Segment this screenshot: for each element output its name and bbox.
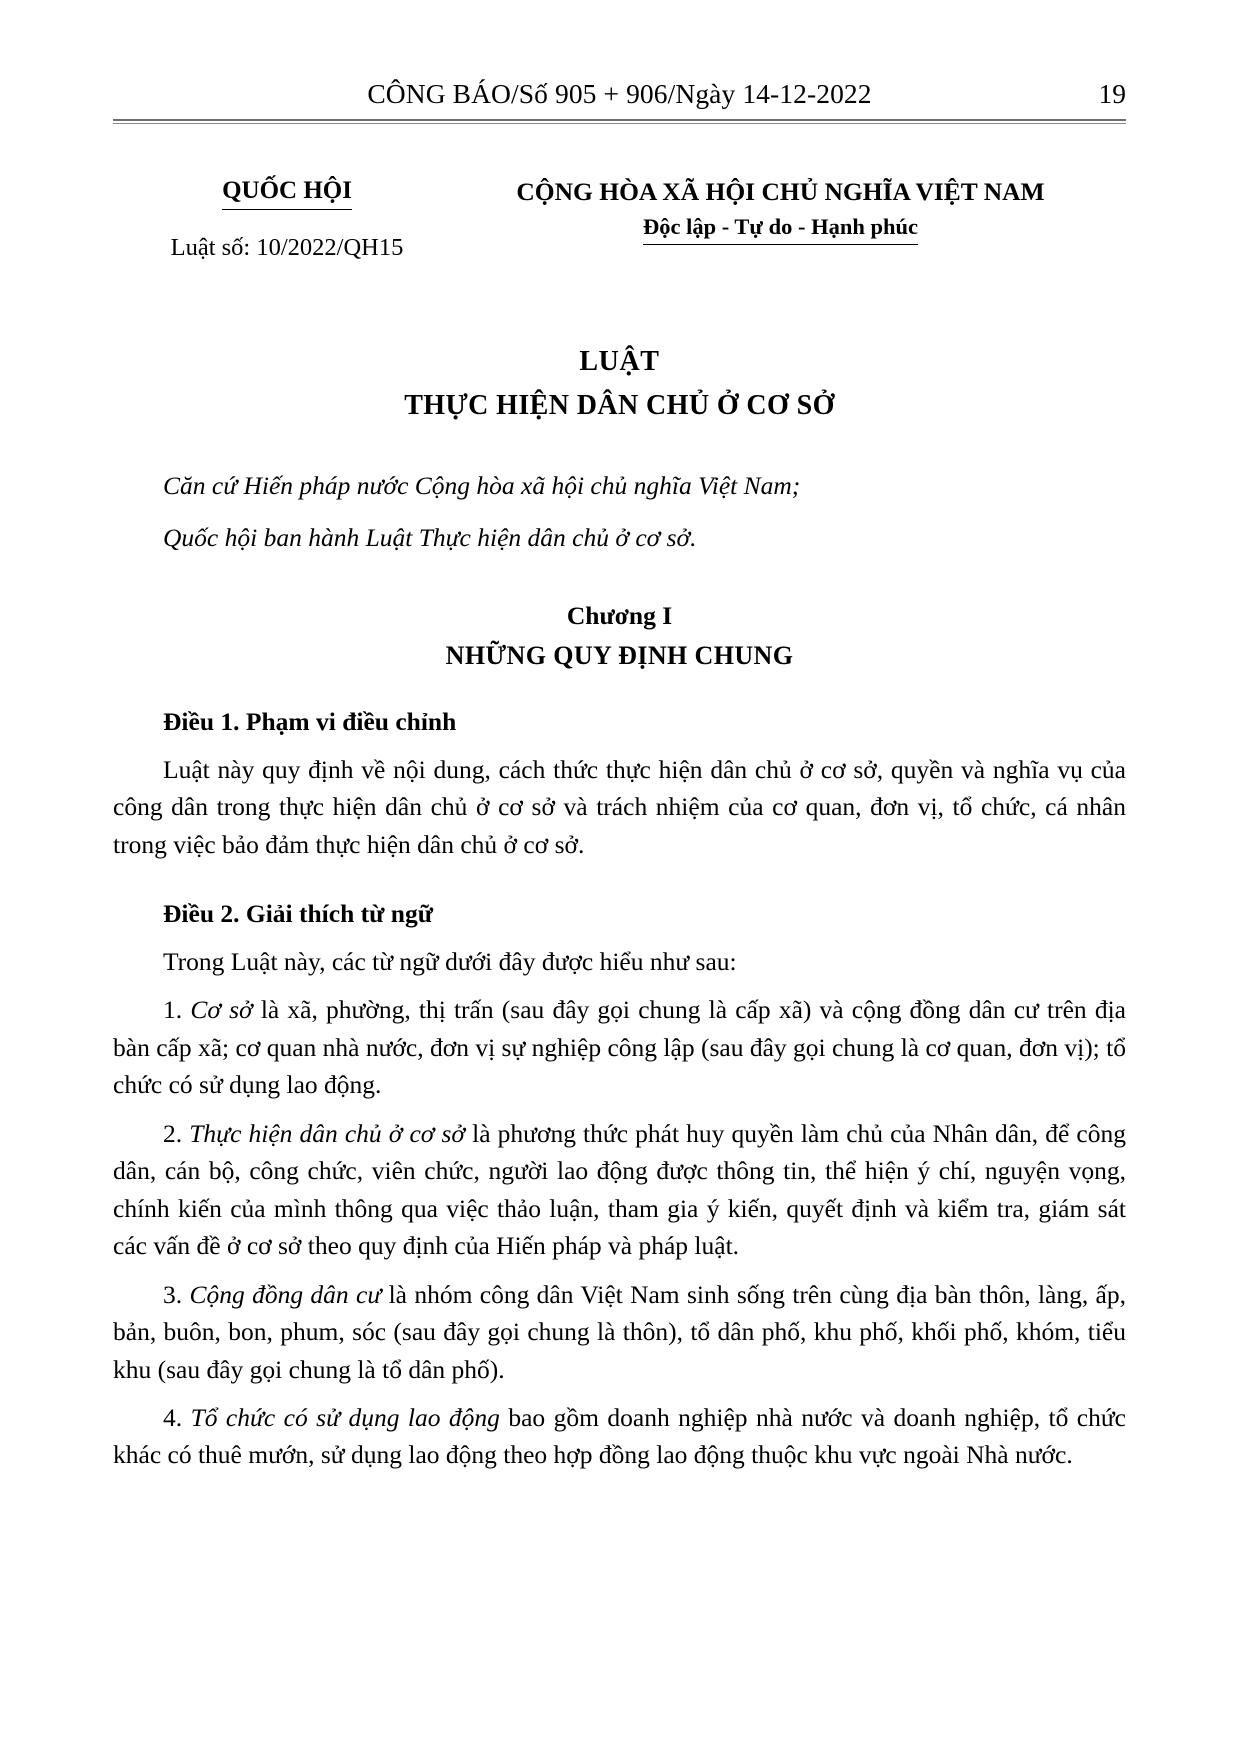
- page-number: 19: [1098, 78, 1126, 109]
- header-divider: [113, 119, 1126, 124]
- document-title: LUẬT: [579, 346, 660, 377]
- preamble: [113, 468, 1126, 557]
- page-content: [113, 0, 1126, 1474]
- national-motto: Độc lập - Tự do - Hạnh phúc: [643, 213, 918, 245]
- law-number: Luật số: 10/2022/QH15: [170, 234, 404, 261]
- article: [113, 705, 1126, 863]
- paragraph-text: là phương thức phát huy quyền làm chủ của Nhân dân, để công dân, cán bộ, công chức, viên chức, người lao động được thông tin, thể hiện ý chí, nguyện vọng, chính kiến của mình thông qua việc thảo luận, tham gia ý kiến, quyết định và kiểm tra, giám sát các vấn đề ở cơ sở theo quy định của Hiến pháp và pháp luật.: [113, 1118, 1127, 1261]
- issuing-organization: QUỐC HỘI: [222, 176, 352, 210]
- chapter-label: Chương I: [566, 600, 673, 630]
- masthead-right: [443, 176, 1126, 245]
- running-head: [113, 0, 1126, 150]
- paragraph-text: là nhóm công dân Việt Nam sinh sống trên cùng địa bàn thôn, làng, ấp, bản, buôn, bon, phum, sóc (sau đây gọi chung là thôn), tổ dân phố, khu phố, khối phố, khóm, tiểu khu (sau đây gọi chung là tổ dân phố).: [113, 1279, 1127, 1384]
- gazette-title: CÔNG BÁO/Số 905 + 906/Ngày 14-12-2022: [367, 78, 872, 109]
- preamble-line: Quốc hội ban hành Luật Thực hiện dân chủ ở cơ sở.: [163, 522, 697, 552]
- article-paragraph: [113, 1276, 1126, 1388]
- chapter-title: NHỮNG QUY ĐỊNH CHUNG: [445, 641, 794, 671]
- article-paragraph: [113, 991, 1126, 1103]
- paragraph-lead: 1.: [163, 995, 191, 1025]
- article-paragraph: [113, 1399, 1126, 1474]
- article-paragraph: [113, 1115, 1126, 1265]
- paragraph-term: Tổ chức có sử dụng lao động: [190, 1402, 500, 1432]
- national-motto-wrap: [443, 208, 1118, 245]
- masthead-left: [113, 176, 443, 264]
- paragraph-term: Cơ sở: [190, 995, 253, 1025]
- article-paragraph: [113, 943, 1126, 980]
- paragraph-text: là xã, phường, thị trấn (sau đây gọi chung là cấp xã) và cộng đồng dân cư trên địa bàn cấp xã; cơ quan nhà nước, đơn vị sự nghiệp công lập (sau đây gọi chung là cơ quan, đơn vị); tổ chức có sử dụng lao động.: [113, 995, 1126, 1100]
- paragraph-term: Thực hiện dân chủ ở cơ sở: [189, 1118, 466, 1148]
- issuing-organization-wrap: [131, 176, 443, 210]
- article-heading: Điều 1. Phạm vi điều chỉnh: [163, 707, 457, 737]
- articles: [113, 705, 1126, 1474]
- paragraph-text: Luật này quy định về nội dung, cách thức thực hiện dân chủ ở cơ sở, quyền và nghĩa vụ của công dân trong thực hiện dân chủ ở cơ sở và trách nhiệm của cơ quan, đơn vị, tổ chức, cá nhân trong việc bảo đảm thực hiện dân chủ ở cơ sở.: [113, 754, 1126, 859]
- article-paragraph: [113, 751, 1126, 863]
- paragraph-text: Trong Luật này, các từ ngữ dưới đây được hiểu như sau:: [163, 946, 737, 976]
- document-subtitle: THỰC HIỆN DÂN CHỦ Ở CƠ SỞ: [404, 390, 835, 421]
- article: [113, 897, 1126, 1474]
- paragraph-text: bao gồm doanh nghiệp nhà nước và doanh nghiệp, tổ chức khác có thuê mướn, sử dụng lao động theo hợp đồng lao động thuộc khu vực ngoài Nhà nước.: [113, 1402, 1126, 1470]
- running-head-inner: [113, 78, 1126, 110]
- paragraph-lead: 3.: [163, 1279, 190, 1309]
- article-heading: Điều 2. Giải thích từ ngữ: [163, 899, 434, 929]
- preamble-line: Căn cứ Hiến pháp nước Cộng hòa xã hội chủ nghĩa Việt Nam;: [163, 471, 801, 500]
- paragraph-term: Cộng đồng dân cư: [189, 1279, 382, 1309]
- masthead: [113, 176, 1126, 294]
- paragraph-lead: 2.: [163, 1118, 190, 1148]
- paragraph-lead: 4.: [163, 1402, 191, 1432]
- national-name: CỘNG HÒA XÃ HỘI CHỦ NGHĨA VIỆT NAM: [516, 177, 1045, 206]
